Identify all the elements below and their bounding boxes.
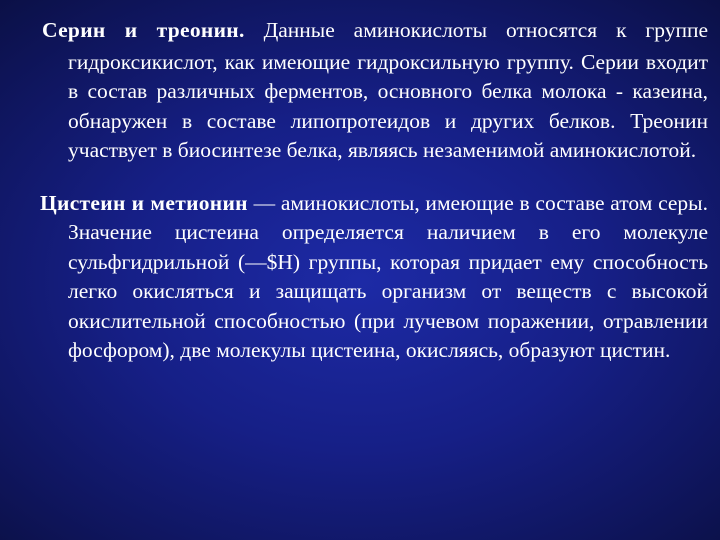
slide-content bbox=[20, 16, 708, 366]
paragraph-number bbox=[20, 18, 42, 48]
paragraph-cysteine-methionine bbox=[20, 189, 708, 366]
paragraph-body: — аминокислоты, имеющие в составе атом серы. Значение цистеина определяется наличием в его молекуле сульфгидрильной (—$Н) группы, которая придает ему способность легко окисляться и защищать организм от веществ с высокой окислительной способностью (при лучевом поражении, отравлении фосфором), две молекулы цистеина, окисляясь, образуют цистин. bbox=[68, 190, 709, 362]
paragraph-number bbox=[20, 189, 40, 219]
paragraph-body: Данные аминокислоты относятся к группе гидроксикислот, как имеющие гидроксильную группу. Серии входит в состав различных ферментов, основного белка молока - казеина, обнаружен в составе липопротеидов и других белков. Треонин участвует в биосинтезе белка, являясь незаменимой аминокислотой. bbox=[68, 18, 709, 162]
paragraph-serine-threonine bbox=[20, 16, 708, 166]
paragraph-heading: Цистеин и метионин bbox=[40, 190, 248, 215]
paragraph-heading: Серин и треонин. bbox=[42, 18, 245, 42]
